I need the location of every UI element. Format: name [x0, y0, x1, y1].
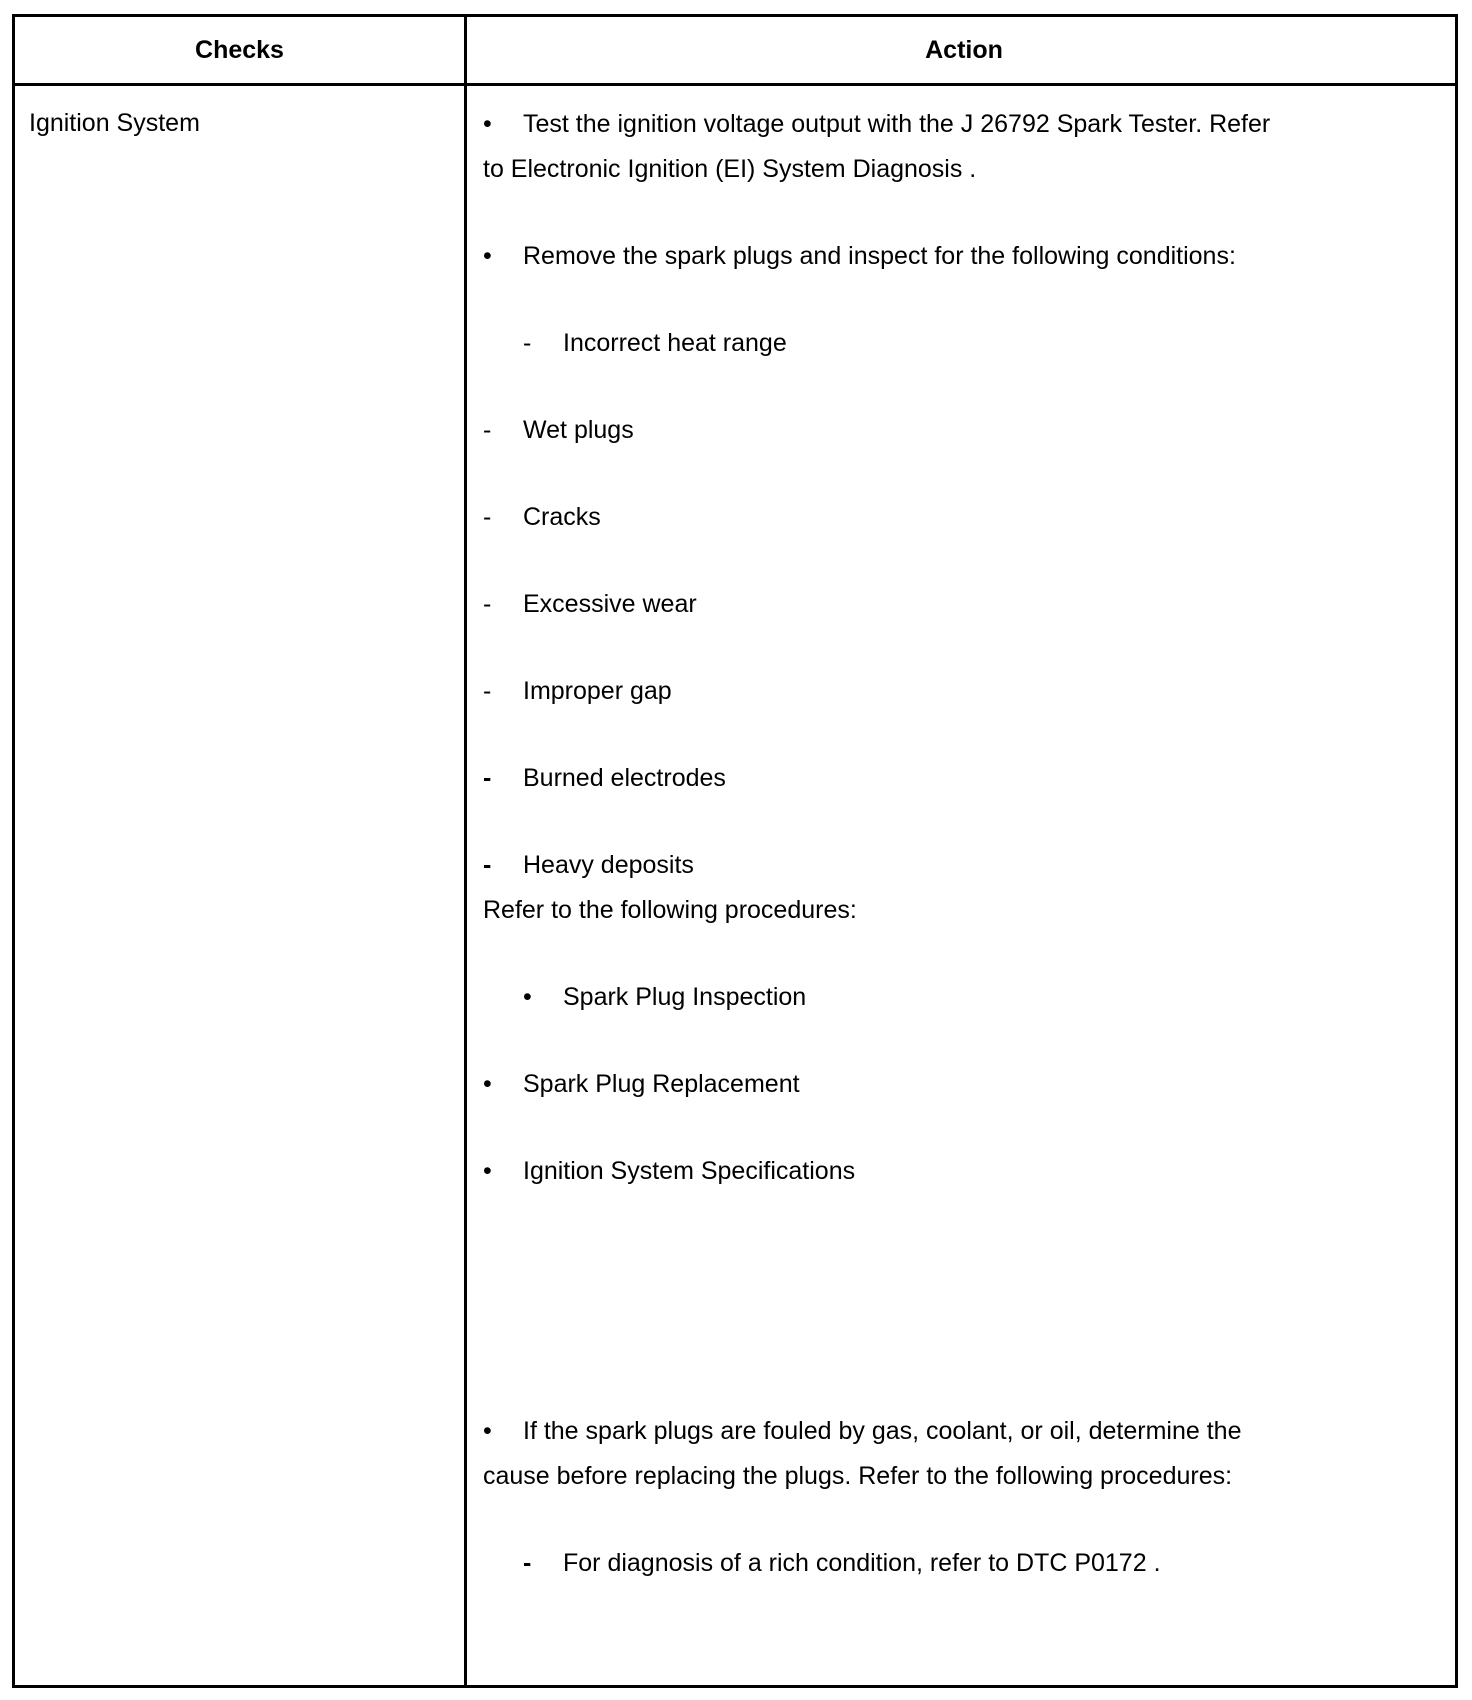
dash-marker: -: [483, 764, 492, 792]
action-text: Test the ignition voltage output with the J 26792 Spark Tester. Refer: [523, 110, 1271, 138]
header-action: Action: [925, 36, 1003, 64]
action-fouled-line2: cause before replacing the plugs. Refer to the following procedures:: [483, 1462, 1233, 1490]
condition-item: [483, 502, 601, 532]
dash-marker: -: [483, 503, 492, 531]
action-refer: Refer to the following procedures:: [483, 896, 857, 924]
condition-text: Burned electrodes: [523, 764, 726, 792]
rich-condition-text: For diagnosis of a rich condition, refer to DTC P0172 .: [563, 1549, 1161, 1577]
header-divider: [15, 83, 1455, 86]
header-checks: Checks: [195, 36, 284, 64]
dash-marker: -: [483, 416, 492, 444]
condition-item: [523, 328, 787, 358]
condition-text: Improper gap: [523, 677, 672, 705]
condition-text: Wet plugs: [523, 416, 634, 444]
procedure-item: [483, 1069, 800, 1099]
bullet-marker: •: [483, 110, 492, 138]
procedure-text: Ignition System Specifications: [523, 1157, 856, 1185]
condition-item: [483, 850, 694, 880]
procedure-text: Spark Plug Inspection: [563, 983, 807, 1011]
action-test-line1: [483, 109, 1270, 139]
action-text: Remove the spark plugs and inspect for the following conditions:: [523, 242, 1236, 270]
condition-item: [483, 676, 672, 706]
condition-item: [483, 589, 697, 619]
bullet-marker: •: [483, 242, 492, 270]
column-divider: [464, 17, 467, 1685]
action-fouled-line1: [483, 1416, 1241, 1446]
dash-marker: -: [483, 590, 492, 618]
procedure-item: [483, 1156, 855, 1186]
dash-marker: -: [523, 329, 532, 357]
bullet-marker: •: [483, 1070, 492, 1098]
action-text: If the spark plugs are fouled by gas, coolant, or oil, determine the: [523, 1417, 1242, 1445]
rich-condition-item: [523, 1548, 1161, 1578]
condition-text: Incorrect heat range: [563, 329, 787, 357]
condition-text: Excessive wear: [523, 590, 697, 618]
check-ignition-system: Ignition System: [29, 109, 200, 137]
procedure-item: [523, 982, 806, 1012]
action-remove: [483, 241, 1236, 271]
dash-marker: -: [483, 851, 492, 879]
bullet-marker: •: [483, 1417, 492, 1445]
bullet-marker: •: [523, 983, 532, 1011]
condition-text: Cracks: [523, 503, 601, 531]
diagnostic-table: [12, 14, 1458, 1688]
dash-marker: -: [523, 1549, 532, 1577]
bullet-marker: •: [483, 1157, 492, 1185]
procedure-text: Spark Plug Replacement: [523, 1070, 800, 1098]
condition-text: Heavy deposits: [523, 851, 694, 879]
dash-marker: -: [483, 677, 492, 705]
condition-item: [483, 415, 634, 445]
action-test-line2: to Electronic Ignition (EI) System Diagnosis .: [483, 155, 977, 183]
condition-item: [483, 763, 726, 793]
